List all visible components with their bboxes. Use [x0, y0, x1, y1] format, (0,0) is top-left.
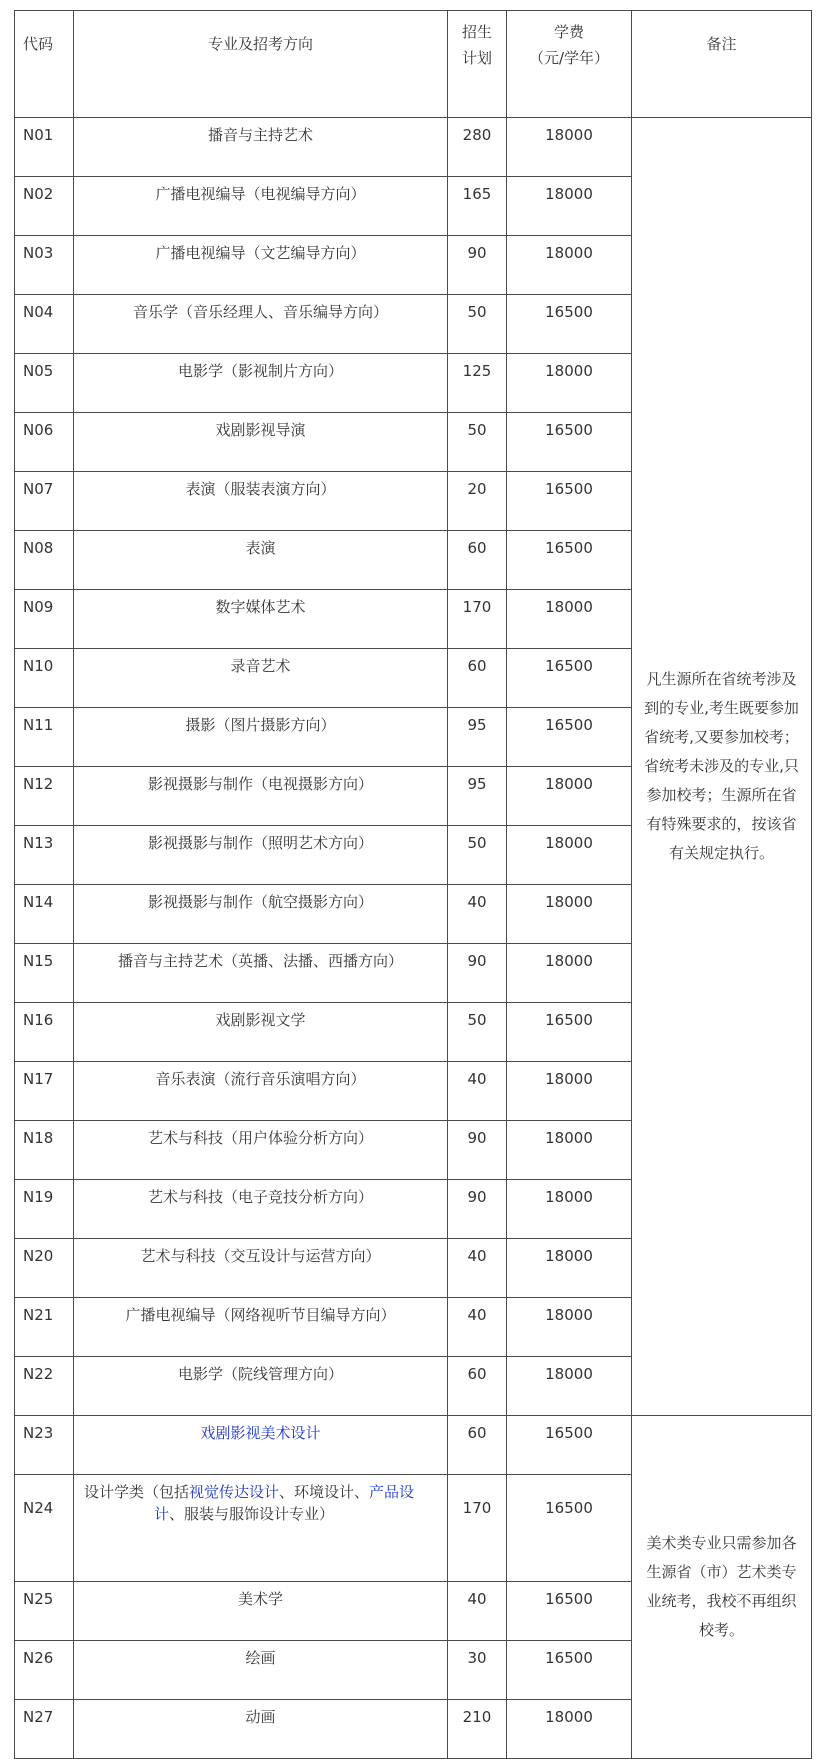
row-name	[74, 118, 448, 177]
row-name	[74, 767, 448, 826]
row-plan: 30	[448, 1641, 507, 1700]
row-name-text: 戏剧影视文学	[215, 1011, 306, 1029]
table-row	[15, 1416, 812, 1475]
row-name	[74, 708, 448, 767]
header-code: 代码	[15, 11, 74, 118]
row-name	[74, 1700, 448, 1759]
row-name-part: 设计学类（包括	[84, 1483, 190, 1501]
row-plan: 60	[448, 649, 507, 708]
row-name	[74, 1416, 448, 1475]
row-name	[74, 413, 448, 472]
row-name	[74, 472, 448, 531]
row-code: N10	[15, 649, 74, 708]
row-fee: 18000	[507, 944, 632, 1003]
row-name-text: 广播电视编导（文艺编导方向）	[155, 244, 366, 262]
enrollment-table	[14, 10, 812, 1759]
row-plan: 40	[448, 1062, 507, 1121]
row-fee: 16500	[507, 1641, 632, 1700]
row-name-text: 录音艺术	[230, 657, 291, 675]
row-code: N18	[15, 1121, 74, 1180]
row-name-link[interactable]: 计	[154, 1505, 170, 1523]
row-code: N07	[15, 472, 74, 531]
row-plan: 90	[448, 1180, 507, 1239]
row-plan: 90	[448, 1121, 507, 1180]
row-plan: 40	[448, 1298, 507, 1357]
note-line: 美术类专业只需参加各	[646, 1534, 797, 1552]
row-name-text: 电影学（院线管理方向）	[177, 1365, 343, 1383]
row-name	[74, 236, 448, 295]
row-plan: 20	[448, 472, 507, 531]
row-name	[74, 1357, 448, 1416]
row-plan: 95	[448, 767, 507, 826]
row-fee: 16500	[507, 295, 632, 354]
note-line: 参加校考；生源所在省	[646, 786, 797, 804]
row-fee: 18000	[507, 1239, 632, 1298]
row-fee: 18000	[507, 885, 632, 944]
row-code: N12	[15, 767, 74, 826]
row-code: N22	[15, 1357, 74, 1416]
row-fee: 16500	[507, 649, 632, 708]
note-line: 有特殊要求的，按该省	[646, 815, 797, 833]
note-line: 省统考未涉及的专业,只	[644, 757, 799, 775]
row-name	[74, 1121, 448, 1180]
row-code: N16	[15, 1003, 74, 1062]
row-code: N14	[15, 885, 74, 944]
row-plan: 60	[448, 1357, 507, 1416]
header-fee-line1: 学费	[553, 23, 584, 41]
row-code: N01	[15, 118, 74, 177]
note-line: 省统考,又要参加校考；	[644, 728, 799, 746]
row-plan: 40	[448, 885, 507, 944]
row-name-text: 艺术与科技（交互设计与运营方向）	[140, 1247, 381, 1265]
row-fee: 18000	[507, 1357, 632, 1416]
row-name	[74, 590, 448, 649]
row-code: N02	[15, 177, 74, 236]
note-line: 有关规定执行。	[668, 844, 774, 862]
row-name	[74, 354, 448, 413]
header-plan	[448, 11, 507, 118]
row-name-text: 艺术与科技（用户体验分析方向）	[147, 1129, 373, 1147]
table-row	[15, 118, 812, 177]
row-plan: 165	[448, 177, 507, 236]
row-name-text: 广播电视编导（网络视听节目编导方向）	[125, 1306, 396, 1324]
row-code: N06	[15, 413, 74, 472]
row-code: N20	[15, 1239, 74, 1298]
row-fee: 16500	[507, 472, 632, 531]
row-name	[74, 1298, 448, 1357]
row-name-link[interactable]: 视觉传达设计	[189, 1483, 280, 1501]
row-fee: 18000	[507, 1298, 632, 1357]
row-code: N21	[15, 1298, 74, 1357]
row-plan: 40	[448, 1582, 507, 1641]
row-fee: 18000	[507, 590, 632, 649]
row-plan: 60	[448, 1416, 507, 1475]
row-code: N03	[15, 236, 74, 295]
row-name-text: 影视摄影与制作（电视摄影方向）	[147, 775, 373, 793]
row-fee: 18000	[507, 118, 632, 177]
row-fee: 16500	[507, 1475, 632, 1582]
row-plan: 90	[448, 944, 507, 1003]
row-fee: 18000	[507, 1121, 632, 1180]
row-name	[74, 649, 448, 708]
row-fee: 18000	[507, 826, 632, 885]
row-fee: 18000	[507, 354, 632, 413]
header-fee-line2: （元/学年）	[528, 49, 610, 67]
row-name-text: 播音与主持艺术	[207, 126, 313, 144]
row-code: N17	[15, 1062, 74, 1121]
row-name-text: 摄影（图片摄影方向）	[185, 716, 336, 734]
row-name-link[interactable]: 戏剧影视美术设计	[200, 1424, 321, 1442]
row-name-text: 表演	[245, 539, 276, 557]
row-name-text: 戏剧影视导演	[215, 421, 306, 439]
header-plan-line1: 招生	[461, 23, 492, 41]
row-name-part: 、服装与服饰设计专业）	[169, 1505, 335, 1523]
row-name-text: 音乐表演（流行音乐演唱方向）	[155, 1070, 366, 1088]
row-fee: 16500	[507, 413, 632, 472]
row-fee: 18000	[507, 767, 632, 826]
note-line: 生源省（市）艺术类专	[646, 1563, 797, 1581]
row-name	[74, 944, 448, 1003]
row-name-text: 数字媒体艺术	[215, 598, 306, 616]
row-name	[74, 1062, 448, 1121]
row-code: N19	[15, 1180, 74, 1239]
row-code: N15	[15, 944, 74, 1003]
row-plan: 90	[448, 236, 507, 295]
header-note: 备注	[632, 11, 812, 118]
row-name-link[interactable]: 产品设	[369, 1483, 415, 1501]
header-row	[15, 11, 812, 118]
row-name-text: 播音与主持艺术（英播、法播、西播方向）	[117, 952, 403, 970]
row-name	[74, 177, 448, 236]
row-plan: 170	[448, 590, 507, 649]
row-name	[74, 1475, 448, 1582]
row-name-text: 影视摄影与制作（航空摄影方向）	[147, 893, 373, 911]
row-code: N26	[15, 1641, 74, 1700]
row-name	[74, 1582, 448, 1641]
row-code: N08	[15, 531, 74, 590]
row-fee: 18000	[507, 1700, 632, 1759]
row-code: N27	[15, 1700, 74, 1759]
row-name-text: 影视摄影与制作（照明艺术方向）	[147, 834, 373, 852]
row-name-text: 广播电视编导（电视编导方向）	[155, 185, 366, 203]
row-name	[74, 826, 448, 885]
row-name	[74, 1239, 448, 1298]
row-name-text: 动画	[245, 1708, 276, 1726]
row-name	[74, 1180, 448, 1239]
row-name-part: 、环境设计、	[279, 1483, 370, 1501]
row-code: N04	[15, 295, 74, 354]
row-plan: 50	[448, 295, 507, 354]
row-name-text: 表演（服装表演方向）	[185, 480, 336, 498]
note-line: 到的专业,考生既要参加	[644, 699, 799, 717]
row-plan: 170	[448, 1475, 507, 1582]
header-name: 专业及招考方向	[74, 11, 448, 118]
header-plan-line2: 计划	[461, 49, 492, 67]
note-line: 凡生源所在省统考涉及	[646, 670, 797, 688]
row-fee: 18000	[507, 177, 632, 236]
row-plan: 125	[448, 354, 507, 413]
row-code: N24	[15, 1475, 74, 1582]
row-name-text: 绘画	[245, 1649, 276, 1667]
row-plan: 95	[448, 708, 507, 767]
row-name	[74, 1641, 448, 1700]
row-code: N25	[15, 1582, 74, 1641]
row-code: N09	[15, 590, 74, 649]
row-code: N23	[15, 1416, 74, 1475]
row-name-text: 美术学	[237, 1590, 283, 1608]
row-name	[74, 1003, 448, 1062]
row-code: N11	[15, 708, 74, 767]
row-plan: 50	[448, 413, 507, 472]
row-plan: 60	[448, 531, 507, 590]
row-fee: 16500	[507, 1582, 632, 1641]
row-plan: 210	[448, 1700, 507, 1759]
row-code: N13	[15, 826, 74, 885]
row-name	[74, 295, 448, 354]
row-plan: 50	[448, 1003, 507, 1062]
row-fee: 18000	[507, 1180, 632, 1239]
row-code: N05	[15, 354, 74, 413]
row-fee: 18000	[507, 236, 632, 295]
note-line: 校考。	[698, 1621, 744, 1639]
row-fee: 16500	[507, 1003, 632, 1062]
row-name	[74, 531, 448, 590]
note-group-1	[632, 118, 812, 1416]
row-name-text: 音乐学（音乐经理人、音乐编导方向）	[132, 303, 388, 321]
row-name	[74, 885, 448, 944]
header-fee	[507, 11, 632, 118]
row-fee: 18000	[507, 1062, 632, 1121]
row-name-text: 电影学（影视制片方向）	[177, 362, 343, 380]
row-fee: 16500	[507, 708, 632, 767]
row-name-text: 艺术与科技（电子竞技分析方向）	[147, 1188, 373, 1206]
row-fee: 16500	[507, 1416, 632, 1475]
note-group-2	[632, 1416, 812, 1759]
row-fee: 16500	[507, 531, 632, 590]
row-plan: 50	[448, 826, 507, 885]
note-line: 业统考，我校不再组织	[646, 1592, 797, 1610]
row-plan: 280	[448, 118, 507, 177]
row-plan: 40	[448, 1239, 507, 1298]
